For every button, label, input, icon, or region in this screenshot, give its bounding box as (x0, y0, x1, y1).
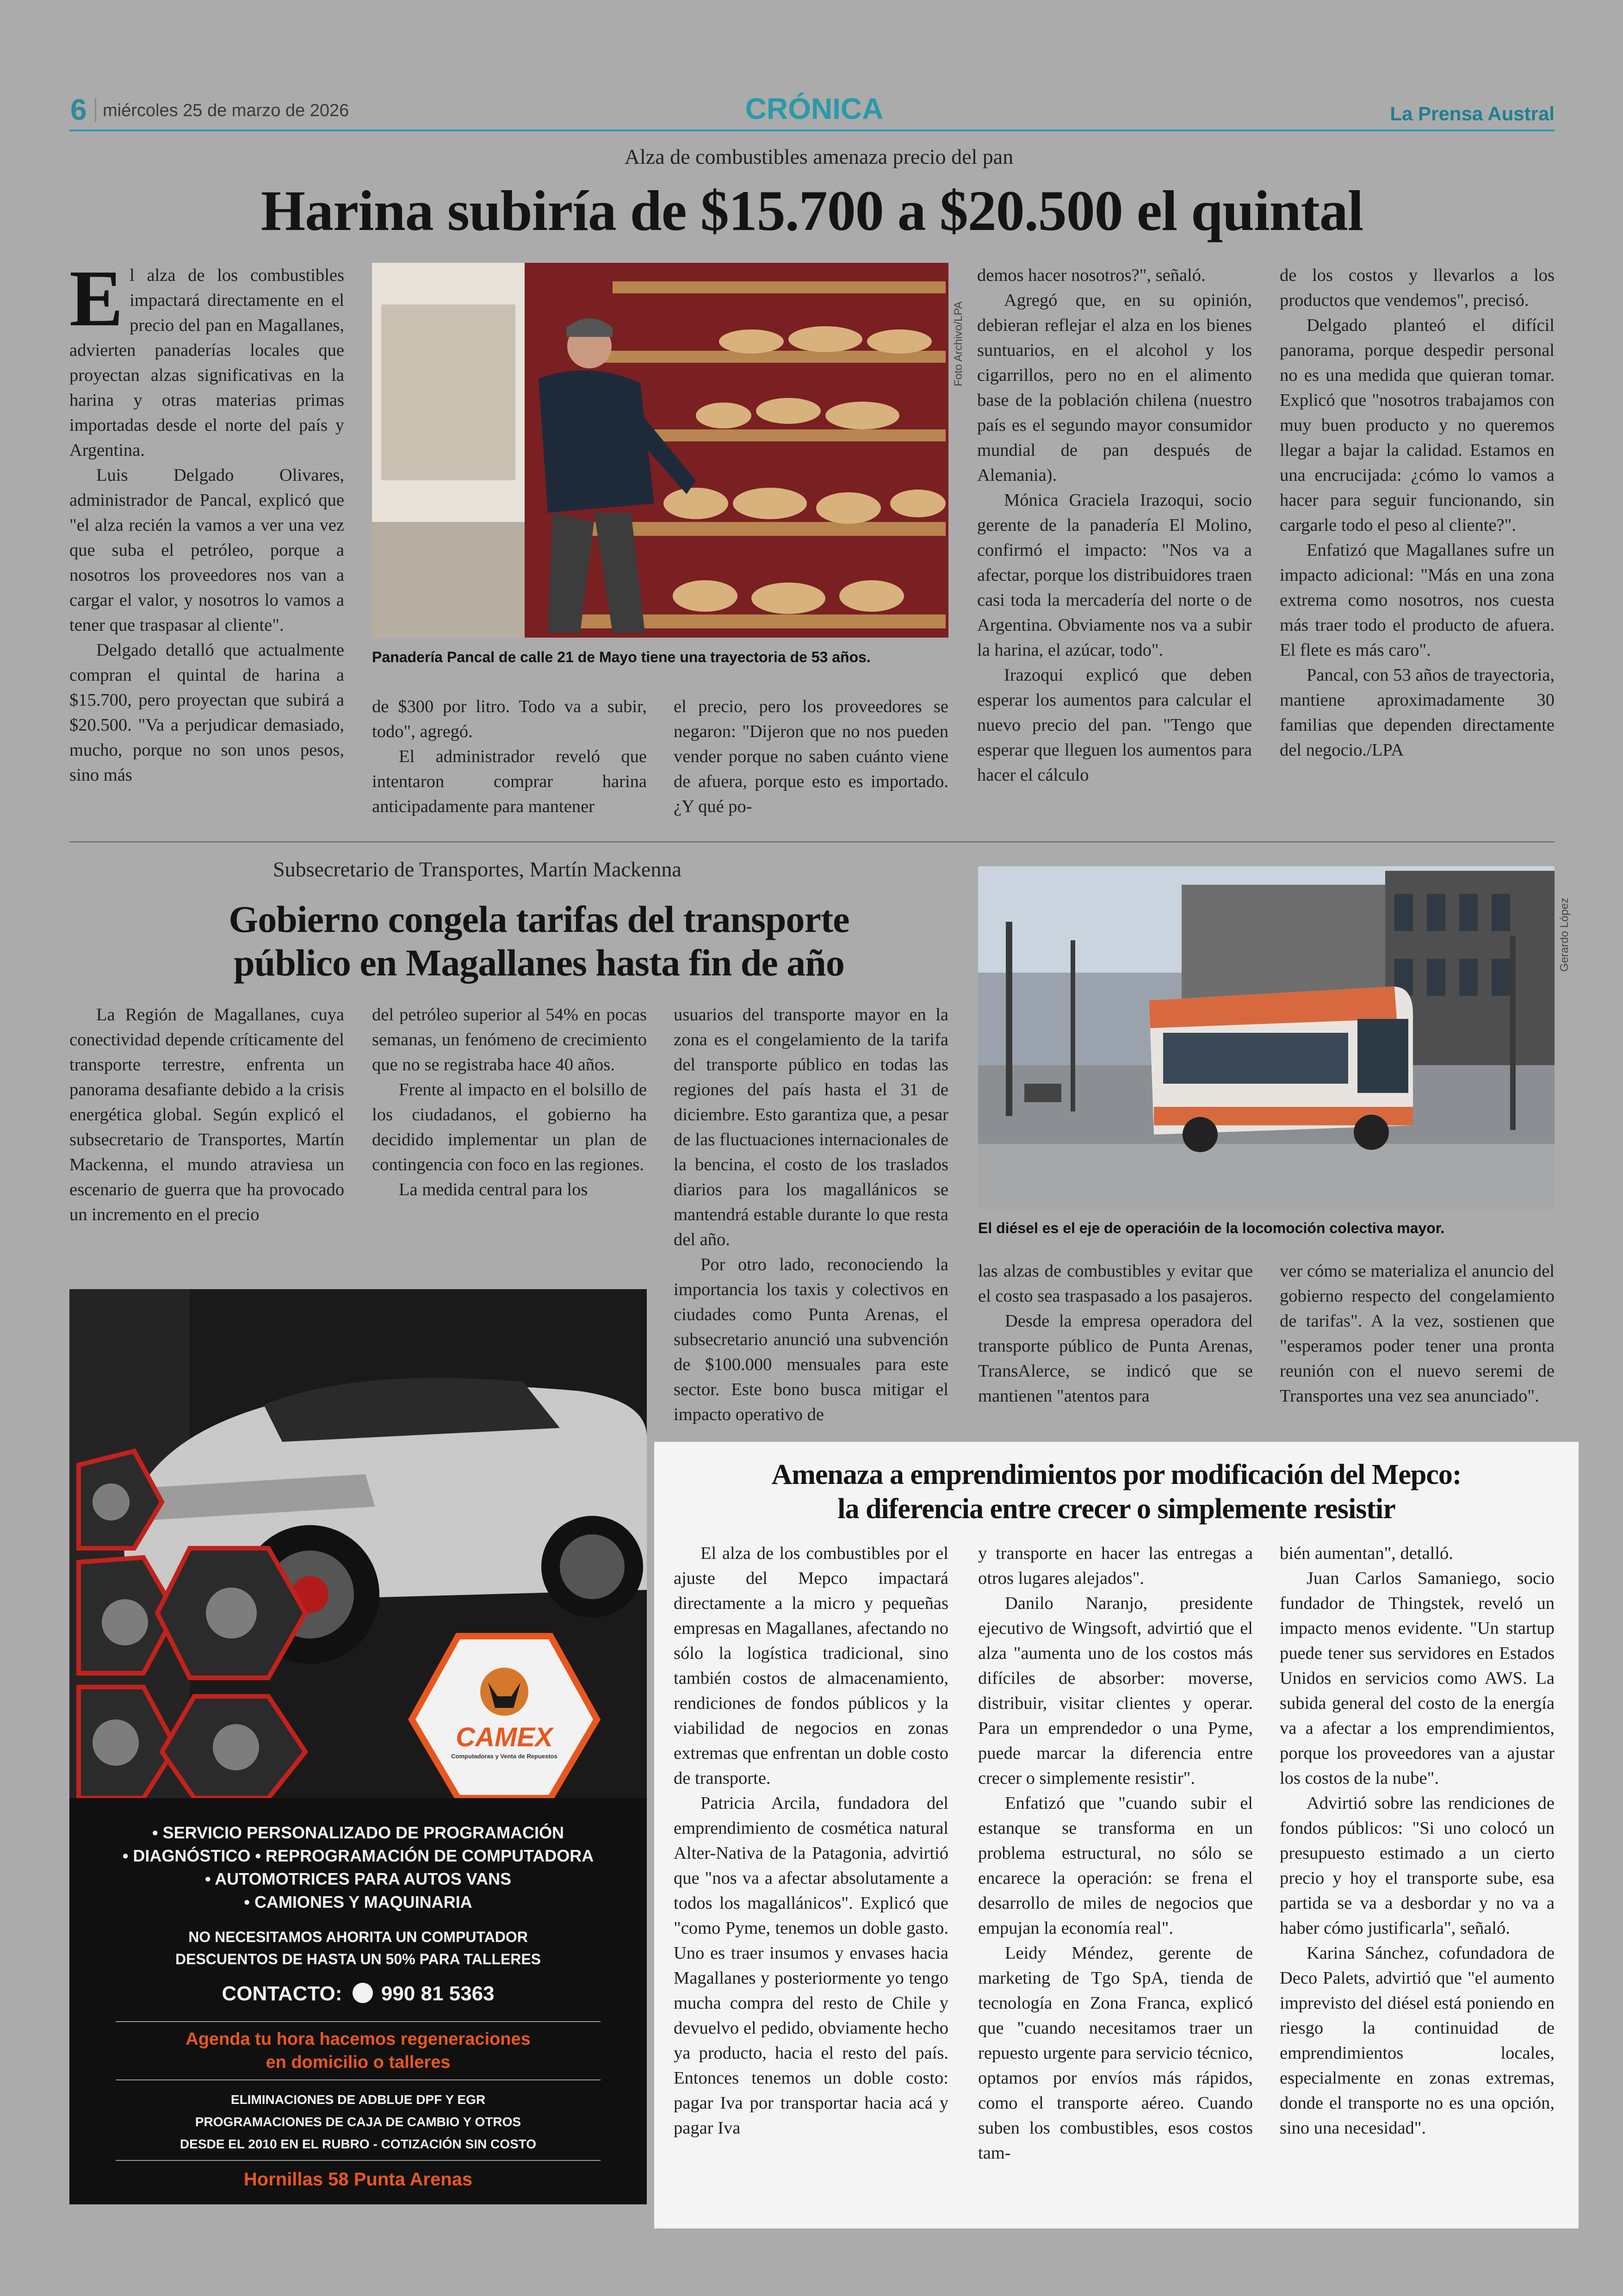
story1-paragraph: Delgado detalló que actualmente compran el quintal de harina a $15.700, pero proyectan que subirá a $20.500. "Va a perjudicar demasiado, mucho, porque no son unos pesos, sino más (69, 640, 344, 785)
story3-paragraph: El alza de los combustibles por el ajuste del Mepco impactará directamente a la micro y pequeñas empresas en Magallanes, afectando no sólo la logística tradicional, sino también costos de almacenamiento, rendiciones de fondos públicos y la viabilidad de negocios en zonas extremas que enfrentan un doble costo de transporte. (674, 1544, 948, 1788)
story2-paragraph: Por otro lado, reconociendo la importancia los taxis y colectivos en ciudades como Punta Arenas, el subsecretario anunció una subvención de $100.000 mensuales para este sector. Este bono busca mitigar el impacto operativo de (674, 1255, 948, 1424)
ad-notice (69, 1926, 647, 1970)
ad-phone-number[interactable]: 990 81 5363 (381, 1982, 495, 2005)
header-divider (95, 98, 96, 122)
story2-paragraph: las alzas de combustibles y evitar que el costo sea traspasado a los pasajeros. (978, 1261, 1253, 1306)
ad-brand-tagline: Computadoras y Venta de Repuestos (451, 1753, 558, 1760)
story2-kicker: Subsecretario de Transportes, Martín Mackenna (273, 857, 681, 881)
bus-photo-illustration (978, 866, 1555, 1210)
story1-paragraph: demos hacer nosotros?", señaló. (977, 266, 1206, 285)
story1-column-3 (674, 694, 948, 819)
ad-divider (116, 2021, 601, 2022)
story2-paragraph: del petróleo superior al 54% en pocas semanas, un fenómeno de crecimiento que no se registraba hace 40 años. (372, 1005, 647, 1074)
bakery-photo (372, 263, 948, 638)
story1-dropcap: E (69, 254, 124, 343)
story3-column-2 (978, 1541, 1253, 2166)
story2-paragraph: La medida central para los (399, 1180, 588, 1199)
story1-paragraph: Delgado planteó el difícil panorama, porque despedir personal no es una medida que quieran tomar. Explicó que "nosotros trabajamos con muy buen producto y no queremos llegar a bajar la calidad. Estamos en una encrucijada: ¿cómo lo vamos a hacer para seguir funcionando, sin cargarle todo el peso al cliente?". (1280, 316, 1555, 535)
story2-column-4 (978, 1259, 1253, 1409)
story2-paragraph: Desde la empresa operadora del transporte público de Punta Arenas, TransAlerce, se indicó que se mantienen "atentos para (978, 1311, 1253, 1406)
story3-paragraph: Karina Sánchez, cofundadora de Deco Palets, advirtió que "el aumento imprevisto del diésel está poniendo en riesgo la continuidad de emprendimientos locales, especialmente en zonas extremas, donde el transporte no es una opción, sino una necesidad". (1280, 1943, 1555, 2138)
story2-column-3 (674, 1002, 948, 1427)
story2-photo-credit: Gerardo López (1558, 897, 1571, 972)
whatsapp-icon (353, 1983, 373, 2003)
story2-headline-line: Gobierno congela tarifas del transporte (229, 898, 849, 940)
story1-paragraph: Enfatizó que Magallanes sufre un impacto adicional: "Más en una zona extrema como nosotros, nos cuesta más traer todo el producto de afuera. El flete es más caro". (1280, 540, 1555, 660)
story1-paragraph: Luis Delgado Olivares, administrador de Pancal, explicó que "el alza recién la vamos a ver una vez que suba el petróleo, porque a nosotros los proveedores nos van a cargar el valor, y nosotros lo vamos a tener que traspasar al cliente". (69, 465, 344, 635)
ad-services-list (69, 1821, 647, 1914)
story2-column-1 (69, 1002, 344, 1227)
ad-brand-name: CAMEX (456, 1722, 553, 1752)
section-divider (69, 841, 1555, 843)
story3-headline-line: la diferencia entre crecer o simplemente resistir (837, 1493, 1395, 1525)
story3-paragraph: Leidy Méndez, gerente de marketing de Tgo SpA, tienda de tecnología en Zona Franca, explicó que "cuando necesitamos traer un repuesto urgente para servicio técnico, optamos por envíos más rápidos, como el transporte aéreo. Cuando suben los combustibles, esos costos tam- (978, 1943, 1253, 2163)
ad-extra-line: PROGRAMACIONES DE CAJA DE CAMBIO Y OTROS (195, 2115, 521, 2129)
story2-photo-caption: El diésel es el eje de operacióin de la locomoción colectiva mayor. (978, 1220, 1445, 1236)
ad-address: Hornillas 58 Punta Arenas (243, 2169, 473, 2190)
story1-paragraph: Mónica Graciela Irazoqui, socio gerente de la panadería El Molino, confirmó el impacto: "Nos va a afectar, porque los distribuidores traen casi toda la mercadería del norte o de Argentina. Obviamente nos va a subir la harina, el azúcar, todo". (977, 490, 1252, 660)
story3-paragraph: Patricia Arcila, fundadora del emprendimiento de cosmética natural Alter-Nativa de la Patagonia, advirtió que "nos va a afectar absolutamente a todos los magallánicos". Explicó que "como Pyme, tenemos un doble gasto. Uno es traer insumos y envases hacia Magallanes y posteriormente yo tengo mucha compra del resto de Chile y devuelvo el pedido, obviamente hecho ya producto, hacia el resto del país. Entonces tenemos un doble costo: pagar Iva por transportar hacia acá y pagar Iva (674, 1793, 948, 2138)
story1-paragraph: Irazoqui explicó que deben esperar los aumentos para calcular el nuevo precio del pan. "Tengo que esperar que lleguen los aumentos para hacer el cálculo (977, 665, 1252, 785)
story1-paragraph: Pancal, con 53 años de trayectoria, mantiene aproximadamente 30 familias que dependen directamente del negocio./LPA (1280, 665, 1555, 760)
bus-photo (978, 866, 1555, 1210)
story1-kicker: Alza de combustibles amenaza precio del pan (624, 145, 1014, 168)
section-title: CRÓNICA (745, 92, 884, 125)
story3-column-3 (1280, 1541, 1555, 2141)
story1-headline: Harina subiría de $15.700 a $20.500 el quintal (260, 179, 1363, 242)
story2-paragraph: La Región de Magallanes, cuya conectividad depende críticamente del transporte terrestre, enfrenta un panorama desafiante debido a la crisis energética global. Según explicó el subsecretario de Transportes, Martín Mackenna, el mundo atraviesa un escenario de guerra que ha provocado un incremento en el precio (69, 1005, 344, 1224)
page-date: miércoles 25 de marzo de 2026 (103, 101, 349, 120)
story3-headline-line: Amenaza a emprendimientos por modificación del Mepco: (771, 1459, 1462, 1490)
publication-name: La Prensa Austral (1390, 103, 1555, 124)
story1-paragraph: de $300 por litro. Todo va a subir, todo", agregó. (372, 697, 647, 741)
ad-agenda (69, 2028, 647, 2074)
story1-paragraph: Agregó que, en su opinión, debieran reflejar el alza en los bienes suntuarios, en el alcohol y los cigarrillos, pero no en el alimento base de la población chilena (nuestro país es el segundo mayor consumidor mundial de pan después de Alemania). (977, 291, 1252, 485)
ad-contact-label: CONTACTO: (222, 1982, 342, 2005)
story3-paragraph: bién aumentan", detalló. (1280, 1544, 1453, 1563)
story2-column-5 (1280, 1259, 1555, 1409)
ad-divider (116, 2079, 601, 2080)
story3-paragraph: Enfatizó que "cuando subir el estanque se transforma en un problema estructural, no sólo se encarece la operación: se frena el desarrollo de miles de negocios que empujan la economía real". (978, 1793, 1253, 1938)
story3-paragraph: y transporte en hacer las entregas a otros lugares alejados". (978, 1544, 1253, 1588)
bakery-photo-illustration (372, 263, 948, 638)
ad-agenda-line: Agenda tu hora hacemos regeneraciones (186, 2029, 531, 2049)
story3-paragraph: Danilo Naranjo, presidente ejecutivo de Wingsoft, advirtió que el alza "aumenta uno de los costos más difíciles de absorber: moverse, distribuir, visitar clientes y operar. Para un emprendedor o una Pyme, puede marcar la diferencia entre crecer o simplemente resistir". (978, 1594, 1253, 1788)
story2-paragraph: Frente al impacto en el bolsillo de los ciudadanos, el gobierno ha decidido implementar un plan de contingencia con foco en las regiones. (372, 1080, 647, 1174)
camex-advertisement[interactable] (69, 1289, 647, 2204)
story1-paragraph: de los costos y llevarlos a los productos que vendemos", precisó. (1280, 266, 1555, 310)
ad-extra-line: ELIMINACIONES DE ADBLUE DPF Y EGR (230, 2092, 486, 2107)
story2-headline (69, 898, 1009, 985)
story1-column-5 (1280, 263, 1555, 763)
story1-column-1 (69, 254, 344, 788)
ad-service-item: • DIAGNÓSTICO • REPROGRAMACIÓN DE COMPUTADORA (122, 1846, 594, 1865)
story1-column-2 (372, 694, 647, 819)
story3-paragraph: Advirtió sobre las rendiciones de fondos públicos: "Si uno colocó un presupuesto estimado a un cierto precio y hoy el transporte sube, esa partida se va a desbordar y no va a haber cómo justificarla", señaló. (1280, 1793, 1555, 1938)
story3-paragraph: Juan Carlos Samaniego, socio fundador de Thingstek, reveló un impacto menos evidente. "Un startup puede tener sus servidores en Estados Unidos en servicios como AWS. La subida general del costo de la energía va a afectar a los emprendimientos, porque los proveedores van a ajustar los costos de la nube". (1280, 1569, 1555, 1788)
story1-paragraph: El administrador reveló que intentaron comprar harina anticipadamente para mantener (372, 747, 647, 816)
ad-agenda-line: en domicilio o talleres (266, 2053, 451, 2072)
ad-extra-line: DESDE EL 2010 EN EL RUBRO - COTIZACIÓN SIN COSTO (180, 2137, 537, 2151)
ad-service-item: • CAMIONES Y MAQUINARIA (244, 1893, 472, 1911)
header-rule (69, 130, 1555, 131)
story1-photo-caption: Panadería Pancal de calle 21 de Mayo tiene una trayectoria de 53 años. (372, 649, 871, 665)
story1-photo-credit: Foto Archivo/LPA (952, 301, 965, 386)
story1-paragraph: l alza de los combustibles impactará directamente en el precio del pan en Magallanes, advierten panaderías locales que proyectan alzas significativas en la harina y otras materias primas importadas desde el norte del país y Argentina. (69, 266, 344, 460)
ad-divider (116, 2160, 601, 2161)
ad-contact[interactable] (69, 1982, 647, 2005)
story3-headline (662, 1458, 1571, 1526)
ad-extra-services (69, 2089, 647, 2155)
ad-notice-line: NO NECESITAMOS AHORITA UN COMPUTADOR (188, 1929, 528, 1945)
story2-headline-line: público en Magallanes hasta fin de año (234, 942, 844, 984)
story2-paragraph: ver cómo se materializa el anuncio del gobierno respecto del congelamiento de tarifas". A la vez, sostienen que "esperamos poder tener una pronta reunión con el nuevo seremi de Transportes una vez sea anunciado". (1280, 1261, 1555, 1406)
ad-service-item: • SERVICIO PERSONALIZADO DE PROGRAMACIÓN (152, 1823, 564, 1842)
story1-column-4 (977, 263, 1252, 788)
story2-paragraph: usuarios del transporte mayor en la zona es el congelamiento de la tarifa del transporte público en todas las regiones del país hasta el 31 de diciembre. Esto garantiza que, a pesar de las fluctuaciones internacionales de la bencina, el costo de los traslados diarios para los magallánicos se mantendrá estable durante lo que resta del año. (674, 1005, 948, 1249)
story1-paragraph: el precio, pero los proveedores se negaron: "Dijeron que no nos pueden vender porque no saben cuánto viene de afuera, porque esto es importado. ¿Y qué po- (674, 697, 948, 816)
ad-notice-line: DESCUENTOS DE HASTA UN 50% PARA TALLERES (175, 1951, 541, 1967)
page-number: 6 (70, 93, 87, 126)
story2-column-2 (372, 1002, 647, 1202)
ad-service-item: • AUTOMOTRICES PARA AUTOS VANS (205, 1869, 511, 1888)
story3-column-1 (674, 1541, 948, 2141)
